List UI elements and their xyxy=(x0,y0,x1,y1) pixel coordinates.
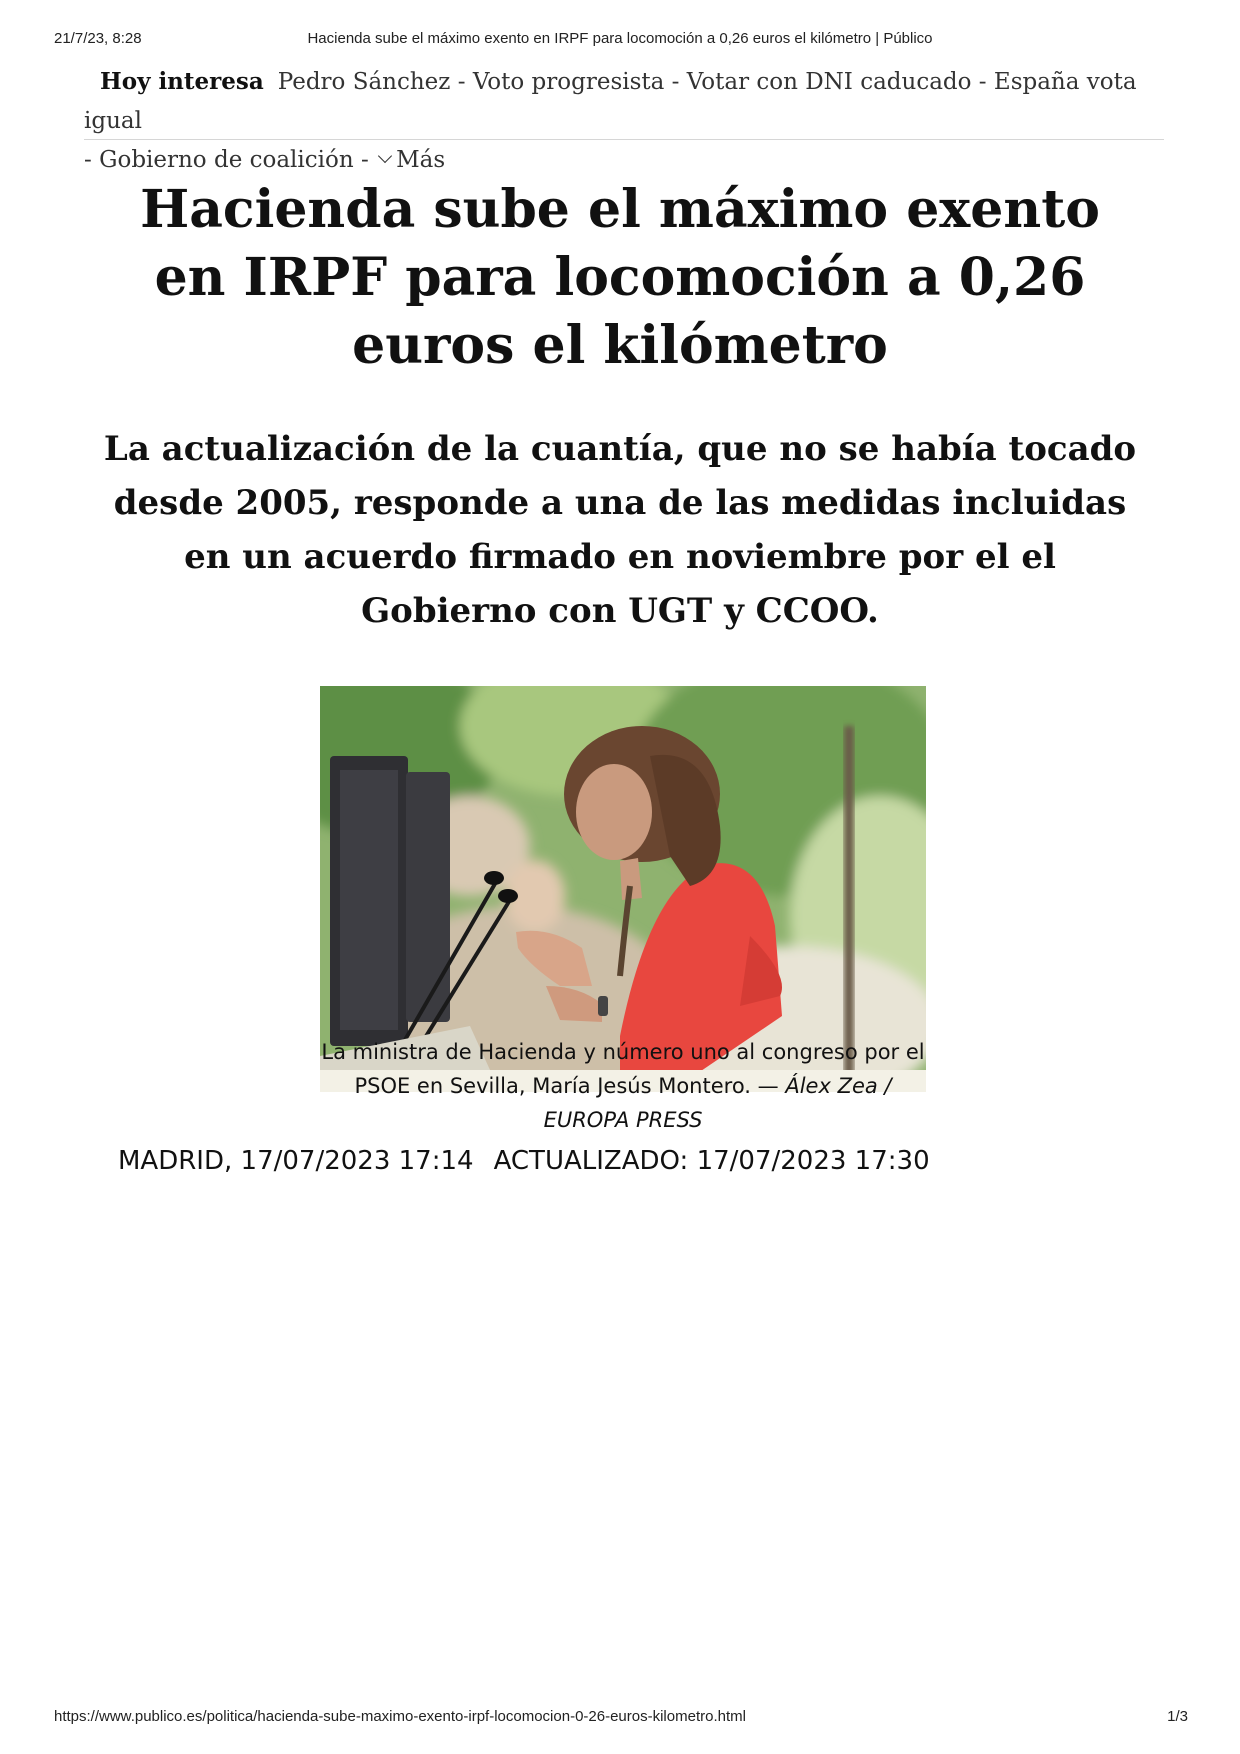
article-dateline xyxy=(118,1146,930,1176)
topics-divider xyxy=(84,139,1164,140)
topic-link-voto-progresista[interactable]: Voto progresista xyxy=(472,69,665,95)
updated-date: ACTUALIZADO: 17/07/2023 17:30 xyxy=(493,1146,930,1176)
topic-link-gobierno-coalicion[interactable]: Gobierno de coalición xyxy=(99,147,354,173)
photo-credit: Álex Zea / EUROPA PRESS xyxy=(543,1074,892,1132)
caption-dash: — xyxy=(757,1074,779,1098)
more-topics-label: Más xyxy=(396,147,446,173)
trending-label: Hoy interesa xyxy=(100,68,264,95)
print-page-title: Hacienda sube el máximo exento en IRPF para locomoción a 0,26 euros el kilómetro | Público xyxy=(307,30,933,47)
caption-text: La ministra de Hacienda y número uno al congreso por el PSOE en Sevilla, María Jesús Montero. xyxy=(321,1040,925,1098)
article-headline: Hacienda sube el máximo exento en IRPF para locomoción a 0,26 euros el kilómetro xyxy=(140,179,1100,376)
topic-link-pedro-sanchez[interactable]: Pedro Sánchez xyxy=(277,69,451,95)
more-topics-button[interactable] xyxy=(376,147,445,173)
print-header xyxy=(0,30,1240,52)
photo-caption xyxy=(316,1035,930,1137)
print-page-number: 1/3 xyxy=(1167,1708,1188,1725)
article-subtitle: La actualización de la cuantía, que no se había tocado desde 2005, responde a una de las medidas incluidas en un acuerdo firmado en noviembre por el el Gobierno con UGT y CCOO. xyxy=(103,429,1137,631)
print-date: 21/7/23, 8:28 xyxy=(54,30,142,47)
chevron-down-icon xyxy=(378,149,392,163)
article-photo xyxy=(320,686,926,1092)
trending-topics-bar: Hoy interesa Pedro Sánchez - Voto progresista - Votar con DNI caducado - España vota igual - Gobierno de coalición - Más xyxy=(84,68,1137,173)
print-url: https://www.publico.es/politica/hacienda-sube-maximo-exento-irpf-locomocion-0-26-euros-kilometro.html xyxy=(54,1708,746,1725)
topic-link-votar-dni-caducado[interactable]: Votar con DNI caducado xyxy=(686,69,972,95)
photo-illustration xyxy=(320,686,926,1092)
topic-link-espana-vota-igual[interactable]: España vota igual xyxy=(84,69,1137,134)
publish-date: MADRID, 17/07/2023 17:14 xyxy=(118,1146,474,1176)
